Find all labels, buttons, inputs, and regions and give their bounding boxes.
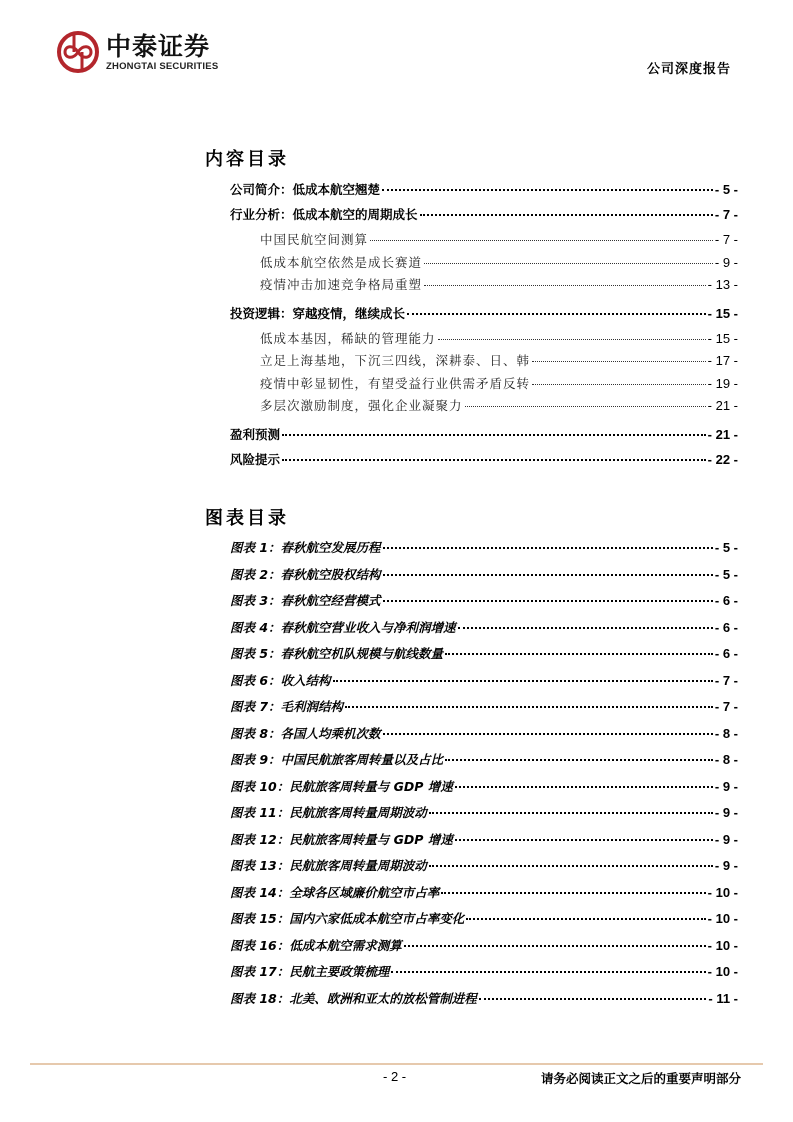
dot-leader — [455, 839, 713, 841]
dot-leader — [404, 945, 706, 947]
figure-entry-page: - 10 - — [707, 964, 738, 979]
figure-entry[interactable] — [230, 591, 738, 618]
footer-disclaimer: 请务必阅读正文之后的重要声明部分 — [540, 1071, 741, 1086]
dot-leader — [333, 680, 713, 682]
toc-entry-label: 投资逻辑：穿越疫情，继续成长 — [230, 305, 406, 321]
figure-entry-page: - 9 - — [714, 831, 738, 847]
dot-leader — [429, 865, 713, 867]
figure-entry[interactable] — [230, 724, 738, 751]
table-of-contents — [230, 180, 738, 475]
dot-leader — [455, 786, 713, 788]
figure-entry-label: 图表 1：春秋航空发展历程 — [230, 540, 381, 555]
toc-entry-label: 中国民航空间测算 — [260, 232, 369, 247]
figure-entry-page: - 10 - — [707, 937, 738, 953]
figure-entry-page: - 7 - — [714, 699, 738, 714]
toc-entry[interactable] — [230, 304, 738, 329]
figure-entry-label: 图表 4：春秋航空营业收入与净利润增速 — [230, 619, 456, 635]
dot-leader — [282, 459, 706, 461]
figure-entry-page: - 11 - — [708, 990, 738, 1006]
dot-leader — [370, 240, 713, 241]
figure-entry-label: 图表 6：收入结构 — [230, 672, 331, 688]
page-number: - 2 - — [383, 1069, 407, 1084]
dot-leader — [382, 189, 713, 191]
logo-chinese-name: 中泰证券 — [106, 31, 211, 61]
figure-entry-label: 图表 17：民航主要政策梳理 — [230, 964, 390, 979]
figure-entry-label: 图表 13：民航旅客周转量周期波动 — [230, 858, 427, 873]
figure-entry[interactable] — [230, 644, 738, 671]
figure-entry-page: - 9 - — [714, 805, 738, 820]
dot-leader — [438, 339, 706, 340]
toc-entry-page: - 19 - — [707, 375, 738, 391]
dot-leader — [466, 918, 705, 920]
dot-leader — [424, 263, 713, 264]
figure-entry-label: 图表 10：民航旅客周转量与 GDP 增速 — [230, 778, 453, 794]
figure-entry-page: - 10 - — [707, 884, 738, 900]
figure-entry[interactable] — [230, 883, 738, 910]
toc-entry[interactable] — [230, 450, 738, 475]
toc-entry-page: - 15 - — [707, 330, 738, 346]
figure-entry-label: 图表 9：中国民航旅客周转量以及占比 — [230, 752, 444, 767]
figure-entry[interactable] — [230, 777, 738, 804]
toc-entry-label: 低成本基因，稀缺的管理能力 — [260, 330, 436, 346]
figure-entry-page: - 6 - — [714, 646, 738, 661]
figure-entry[interactable] — [230, 989, 738, 1016]
list-of-figures — [230, 538, 738, 1015]
toc-entry-page: - 21 - — [707, 398, 738, 413]
figure-entry-page: - 5 - — [714, 540, 738, 555]
toc-entry-label: 盈利预测 — [230, 426, 281, 442]
figure-entry-label: 图表 7：毛利润结构 — [230, 699, 344, 714]
figure-entry-page: - 10 - — [707, 911, 738, 926]
dot-leader — [383, 600, 713, 602]
dot-leader — [345, 706, 713, 708]
figure-entry-label: 图表 14：全球各区域廉价航空市占率 — [230, 884, 440, 900]
figure-entry[interactable] — [230, 750, 738, 777]
toc-entry-label: 低成本航空依然是成长赛道 — [260, 254, 423, 270]
figure-entry[interactable] — [230, 909, 738, 936]
dot-leader — [532, 384, 706, 385]
dot-leader — [407, 313, 706, 315]
dot-leader — [383, 547, 713, 549]
dot-leader — [282, 434, 706, 436]
figure-entry-page: - 9 - — [714, 778, 738, 794]
figure-entry-page: - 7 - — [714, 672, 738, 688]
figure-entry[interactable] — [230, 803, 738, 830]
figure-entry-label: 图表 5：春秋航空机队规模与航线数量 — [230, 646, 444, 661]
toc-subentry[interactable] — [230, 253, 738, 276]
figure-entry-page: - 6 - — [714, 593, 738, 608]
dot-leader — [479, 998, 707, 1000]
figure-entry[interactable] — [230, 856, 738, 883]
figure-entry-page: - 5 - — [714, 566, 738, 582]
toc-entry-page: - 7 - — [714, 232, 738, 247]
figure-entry[interactable] — [230, 618, 738, 645]
footer-divider — [30, 1063, 763, 1065]
dot-leader — [532, 361, 706, 362]
toc-entry[interactable] — [230, 205, 738, 230]
toc-entry-page: - 15 - — [707, 305, 738, 321]
toc-entry-page: - 22 - — [707, 451, 738, 467]
dot-leader — [465, 406, 706, 407]
toc-entry-label: 公司简介：低成本航空翘楚 — [230, 182, 381, 197]
figure-entry[interactable] — [230, 697, 738, 724]
figure-entry-label: 图表 15：国内六家低成本航空市占率变化 — [230, 911, 465, 926]
toc-entry-page: - 9 - — [714, 254, 738, 270]
dot-leader — [441, 892, 705, 894]
toc-entry-label: 疫情中彰显韧性，有望受益行业供需矛盾反转 — [260, 375, 531, 391]
figure-entry[interactable] — [230, 936, 738, 963]
figure-entry-page: - 8 - — [714, 752, 738, 767]
logo-english-name: ZHONGTAI SECURITIES — [106, 60, 219, 72]
dot-leader — [458, 627, 713, 629]
figure-entry-label: 图表 2：春秋航空股权结构 — [230, 566, 381, 582]
dot-leader — [445, 759, 713, 761]
toc-entry-label: 立足上海基地，下沉三四线，深耕泰、日、韩 — [260, 353, 531, 368]
toc-entry-label: 风险提示 — [230, 451, 281, 467]
contents-title: 内容目录 — [205, 149, 289, 170]
dot-leader — [429, 812, 713, 814]
figure-entry-page: - 9 - — [714, 858, 738, 873]
company-logo — [56, 30, 218, 74]
dot-leader — [383, 574, 713, 576]
toc-subentry[interactable] — [230, 351, 738, 374]
dot-leader — [383, 733, 713, 735]
toc-entry[interactable] — [230, 425, 738, 450]
toc-subentry[interactable] — [230, 275, 738, 298]
toc-subentry[interactable] — [230, 374, 738, 397]
toc-subentry[interactable] — [230, 230, 738, 253]
figure-entry-label: 图表 11：民航旅客周转量周期波动 — [230, 805, 427, 820]
toc-entry-page: - 7 - — [714, 207, 738, 222]
toc-entry-page: - 21 - — [707, 426, 738, 442]
figure-entry[interactable] — [230, 962, 738, 989]
figure-entry[interactable] — [230, 538, 738, 565]
toc-entry-page: - 5 - — [714, 182, 738, 197]
dot-leader — [391, 971, 705, 973]
figure-entry[interactable] — [230, 671, 738, 698]
report-type-label: 公司深度报告 — [646, 62, 731, 77]
toc-entry[interactable] — [230, 180, 738, 205]
figure-entry-label: 图表 12：民航旅客周转量与 GDP 增速 — [230, 831, 453, 847]
dot-leader — [445, 653, 713, 655]
figure-entry-page: - 6 - — [714, 619, 738, 635]
dot-leader — [424, 285, 706, 286]
figure-entry-label: 图表 8：各国人均乘机次数 — [230, 725, 381, 741]
figure-entry-label: 图表 18：北美、欧洲和亚太的放松管制进程 — [230, 990, 477, 1006]
toc-entry-label: 行业分析：低成本航空的周期成长 — [230, 207, 418, 222]
figure-entry-label: 图表 16：低成本航空需求测算 — [230, 937, 402, 953]
figures-title: 图表目录 — [205, 508, 289, 529]
zhongtai-logo-icon — [56, 30, 100, 74]
figure-entry-page: - 8 - — [714, 725, 738, 741]
figure-entry[interactable] — [230, 565, 738, 592]
toc-entry-label: 多层次激励制度，强化企业凝聚力 — [260, 398, 463, 413]
toc-entry-label: 疫情冲击加速竞争格局重塑 — [260, 277, 423, 292]
toc-subentry[interactable] — [230, 396, 738, 419]
figure-entry[interactable] — [230, 830, 738, 857]
toc-subentry[interactable] — [230, 329, 738, 352]
toc-entry-page: - 17 - — [707, 353, 738, 368]
dot-leader — [420, 214, 713, 216]
toc-entry-page: - 13 - — [707, 277, 738, 292]
figure-entry-label: 图表 3：春秋航空经营模式 — [230, 593, 381, 608]
